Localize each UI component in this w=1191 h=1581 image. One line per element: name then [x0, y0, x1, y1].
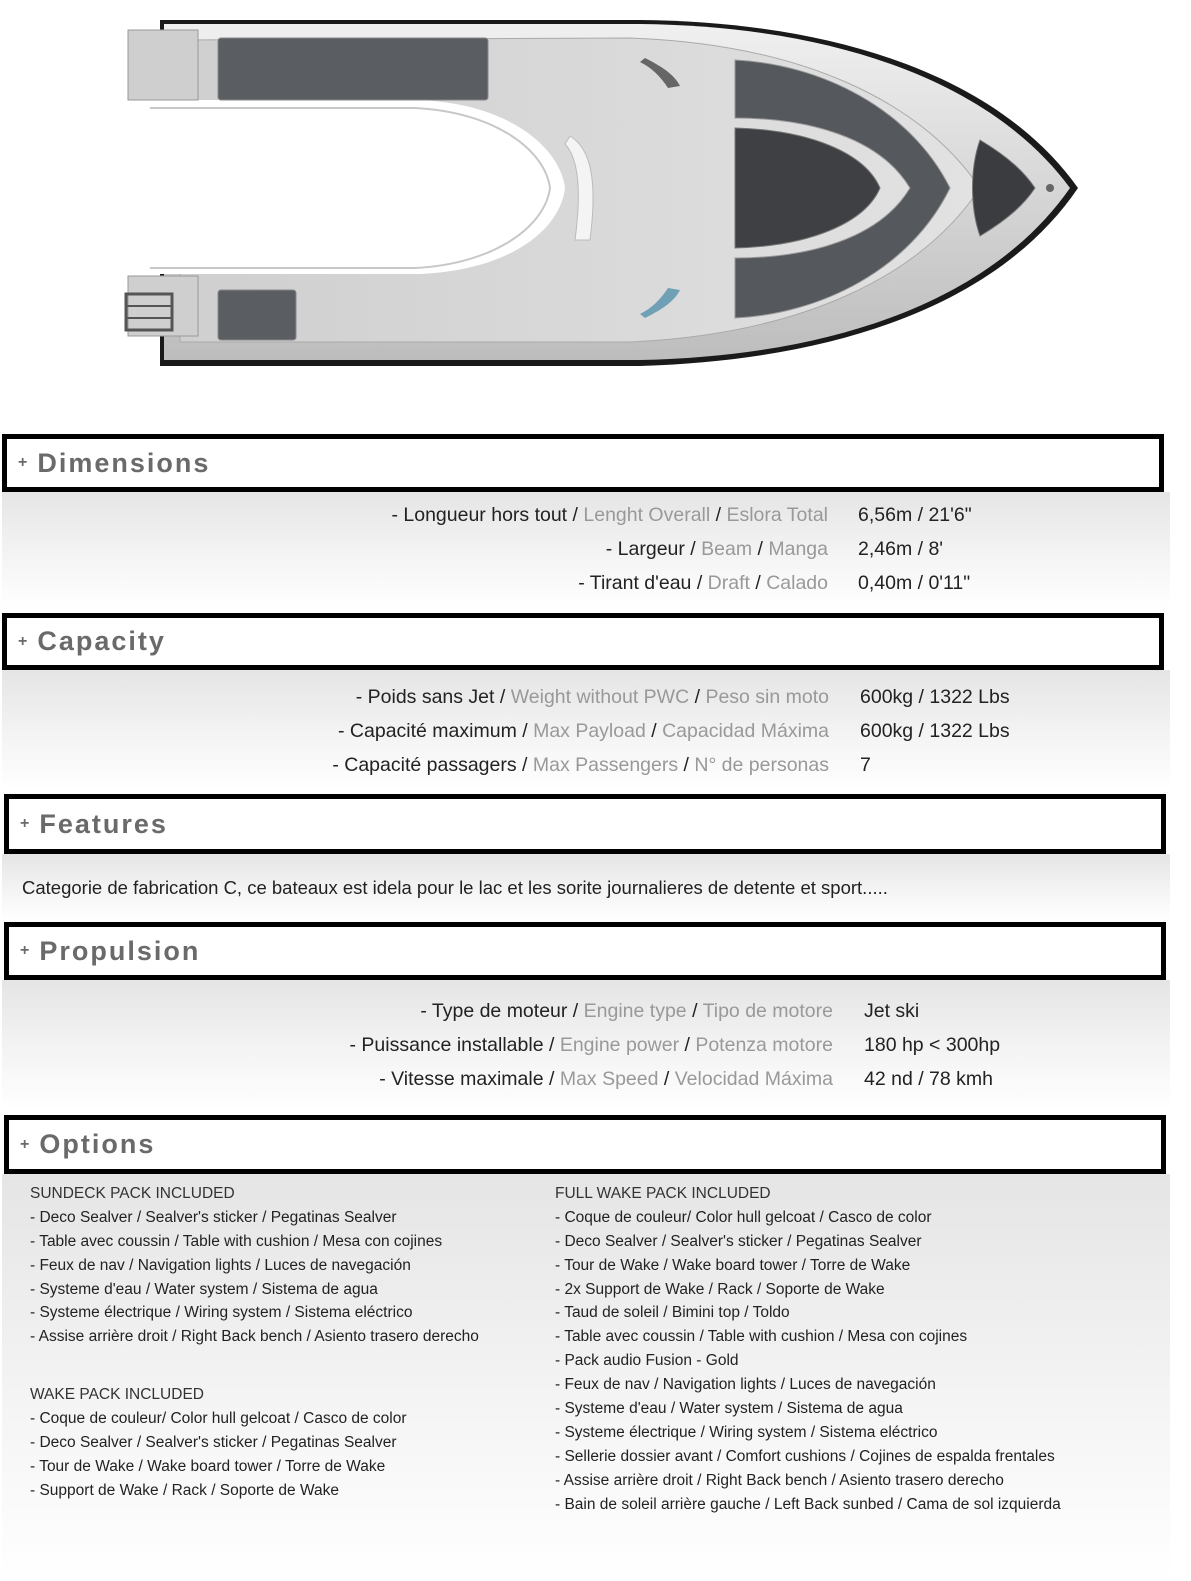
spec-row: [2, 754, 1170, 788]
list-item: - Systeme d'eau / Water system / Sistema de agua: [555, 1400, 903, 1418]
expand-plus-icon: +: [18, 632, 28, 650]
spec-row: [2, 1000, 1170, 1034]
full-wake-pack-heading: FULL WAKE PACK INCLUDED: [555, 1185, 771, 1202]
spec-row: [2, 538, 1170, 572]
expand-plus-icon: +: [20, 815, 30, 832]
section-body-propulsion: [2, 980, 1170, 1110]
section-title: Propulsion: [39, 935, 201, 966]
spec-value: 7: [860, 754, 871, 776]
section-body-options: [2, 1174, 1170, 1581]
spec-value: 600kg / 1322 Lbs: [860, 686, 1010, 708]
list-item: - Assise arrière droit / Right Back bench / Asiento trasero derecho: [555, 1471, 1004, 1489]
list-item: - Table avec coussin / Table with cushion / Mesa con cojines: [30, 1232, 443, 1250]
section-header-options[interactable]: [4, 1115, 1166, 1174]
wake-pack-heading: WAKE PACK INCLUDED: [30, 1386, 204, 1404]
list-item: - Deco Sealver / Sealver's sticker / Pegatinas Sealver: [30, 1434, 397, 1452]
list-item: - Deco Sealver / Sealver's sticker / Pegatinas Sealver: [555, 1232, 922, 1250]
section-title: Dimensions: [37, 447, 211, 478]
list-item: - Assise arrière droit / Right Back bench / Asiento trasero derecho: [30, 1328, 479, 1346]
features-text: Categorie de fabrication C, ce bateaux est idela pour le lac et les sorite journalieres de detente et sport.....: [22, 877, 888, 898]
spec-label: - Type de moteur / Engine type / Tipo de motore: [420, 1000, 833, 1022]
spec-label: - Largeur / Beam / Manga: [605, 538, 828, 560]
list-item: - Pack audio Fusion - Gold: [555, 1352, 739, 1370]
list-item: - Bain de soleil arrière gauche / Left Back sunbed / Cama de sol izquierda: [555, 1495, 1061, 1513]
expand-plus-icon: +: [20, 1135, 30, 1153]
list-item: - Coque de couleur/ Color hull gelcoat / Casco de color: [555, 1208, 932, 1226]
section-body-capacity: [2, 670, 1170, 790]
spec-label: - Capacité maximum / Max Payload / Capacidad Máxima: [338, 720, 829, 742]
section-title: Options: [39, 1129, 156, 1159]
spec-value: 2,46m / 8': [858, 538, 944, 560]
options-left-column: [30, 1182, 479, 1503]
list-item: - Support de Wake / Rack / Soporte de Wake: [30, 1481, 339, 1499]
section-body-features: [2, 854, 1170, 920]
spec-row: [2, 1034, 1170, 1068]
section-title: Features: [39, 808, 168, 839]
spec-value: 42 nd / 78 kmh: [864, 1068, 993, 1090]
spec-label: - Vitesse maximale / Max Speed / Velocidad Máxima: [379, 1068, 833, 1090]
section-header-capacity[interactable]: [2, 613, 1164, 670]
spec-label: - Poids sans Jet / Weight without PWC / Peso sin moto: [355, 686, 829, 708]
list-item: - Systeme électrique / Wiring system / Sistema eléctrico: [30, 1304, 413, 1322]
section-header-propulsion[interactable]: [4, 922, 1166, 980]
list-item: - Systeme électrique / Wiring system / Sistema eléctrico: [555, 1423, 938, 1441]
spec-value: 600kg / 1322 Lbs: [860, 720, 1010, 742]
spec-label: - Puissance installable / Engine power / Potenza motore: [349, 1034, 833, 1056]
spec-label: - Tirant d'eau / Draft / Calado: [578, 572, 828, 594]
section-body-dimensions: [2, 492, 1170, 608]
expand-plus-icon: +: [18, 454, 28, 471]
boat-top-view-image: [120, 8, 1085, 380]
section-header-features[interactable]: [4, 794, 1166, 854]
spec-value: 180 hp < 300hp: [864, 1034, 1001, 1056]
spec-row: [2, 572, 1170, 606]
list-item: - Feux de nav / Navigation lights / Luces de navegación: [30, 1256, 411, 1274]
section-title: Capacity: [37, 626, 166, 656]
spec-row: [2, 504, 1170, 538]
spec-label: - Longueur hors tout / Lenght Overall / Eslora Total: [391, 504, 828, 526]
spec-value: 6,56m / 21'6": [858, 504, 972, 526]
list-item: - 2x Support de Wake / Rack / Soporte de Wake: [555, 1280, 885, 1298]
list-item: - Feux de nav / Navigation lights / Luces de navegación: [555, 1376, 936, 1394]
list-item: - Tour de Wake / Wake board tower / Torre de Wake: [555, 1256, 911, 1274]
spec-value: Jet ski: [864, 1000, 920, 1022]
list-item: - Tour de Wake / Wake board tower / Torre de Wake: [30, 1457, 386, 1475]
spec-row: [2, 1068, 1170, 1102]
spec-label: - Capacité passagers / Max Passengers / N° de personas: [332, 754, 829, 776]
list-item: - Coque de couleur/ Color hull gelcoat / Casco de color: [30, 1410, 407, 1428]
list-item: - Systeme d'eau / Water system / Sistema de agua: [30, 1280, 378, 1298]
sundeck-pack-heading: SUNDECK PACK INCLUDED: [30, 1185, 235, 1202]
expand-plus-icon: +: [20, 942, 30, 959]
list-item: - Deco Sealver / Sealver's sticker / Pegatinas Sealver: [30, 1208, 397, 1226]
list-item: - Sellerie dossier avant / Comfort cushions / Cojines de espalda frentales: [555, 1447, 1055, 1465]
spec-value: 0,40m / 0'11": [858, 572, 971, 594]
list-item: - Taud de soleil / Bimini top / Toldo: [555, 1304, 790, 1322]
spec-row: [2, 686, 1170, 720]
section-header-dimensions[interactable]: [2, 434, 1164, 492]
options-right-column: [555, 1182, 1061, 1516]
list-item: - Table avec coussin / Table with cushion / Mesa con cojines: [555, 1328, 968, 1346]
spec-row: [2, 720, 1170, 754]
